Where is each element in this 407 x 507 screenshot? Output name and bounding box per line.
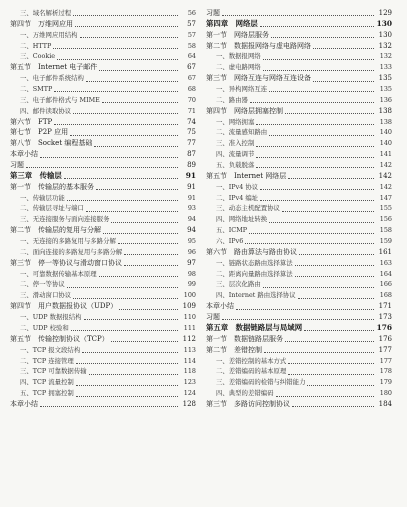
page-number: 138 (378, 106, 392, 115)
dot-leader (70, 134, 178, 136)
entry-title: 习题 (206, 313, 220, 322)
page-number: 142 (379, 161, 392, 170)
dot-leader (269, 90, 374, 92)
entry-title: 四、典型的差错编码 (216, 389, 274, 398)
page-number: 168 (379, 291, 392, 300)
dot-leader (80, 36, 178, 38)
page-number: 95 (187, 237, 196, 246)
page-number: 156 (379, 215, 392, 224)
subsection-entry (10, 269, 196, 280)
dot-leader (102, 101, 178, 103)
entry-title: 二、UDP 校验和 (20, 323, 69, 332)
entry-title: 第六节 路由算法与路由协议 (206, 247, 297, 256)
page-number: 155 (379, 204, 392, 213)
page-number: 141 (379, 150, 392, 159)
dot-leader (263, 286, 374, 288)
entry-title: 一、差错控制的基本方式 (216, 356, 287, 365)
page-number: 129 (378, 9, 392, 17)
subsection-entry (206, 84, 392, 95)
entry-title: 三、域名解析过程 (20, 9, 72, 17)
entry-title: 五、负载脱落 (216, 161, 255, 170)
page-number: 68 (187, 85, 196, 94)
page-number: 178 (379, 367, 392, 376)
page-number: 176 (376, 322, 392, 332)
subsection-entry (206, 269, 392, 280)
chapter-entry (10, 171, 196, 182)
section-entry (206, 30, 392, 41)
entry-title: 一、无连接的多路复用与多路分解 (20, 237, 116, 246)
page-number: 138 (379, 117, 392, 126)
page-number: 161 (378, 247, 392, 256)
page-number: 109 (182, 302, 196, 311)
page-number: 142 (378, 171, 392, 180)
dot-leader (298, 297, 374, 299)
dot-leader (73, 297, 178, 299)
page-number: 114 (183, 356, 196, 365)
subsection-entry (206, 149, 392, 160)
page-number: 74 (187, 117, 196, 126)
dot-leader (271, 36, 374, 38)
dot-leader (256, 145, 374, 147)
dot-leader (40, 156, 178, 158)
section-entry (10, 117, 196, 128)
page-number: 176 (378, 334, 392, 343)
toc-entry (10, 160, 196, 171)
dot-leader (71, 329, 178, 331)
page-number: 132 (379, 52, 392, 61)
dot-leader (94, 145, 178, 147)
page-number: 91 (187, 193, 196, 202)
subsection-entry (10, 106, 196, 117)
section-entry (10, 19, 196, 30)
entry-title: 第四节 万维网应用 (10, 19, 73, 28)
dot-leader (282, 210, 374, 212)
entry-title: 二、差错编码的基本原理 (216, 367, 287, 376)
section-entry (10, 138, 196, 149)
dot-leader (236, 308, 374, 310)
entry-title: 二、路由器 (216, 95, 248, 104)
page-number: 94 (187, 215, 196, 224)
subsection-entry (206, 160, 392, 171)
entry-title: 三、无连接服务与面向连接服务 (20, 215, 110, 224)
entry-title: 第二节 差错控制 (206, 345, 262, 354)
dot-leader (75, 25, 178, 27)
section-entry (206, 106, 392, 117)
dot-leader (295, 275, 374, 277)
subsection-entry (10, 8, 196, 19)
page-number: 71 (187, 106, 196, 115)
page-number: 96 (187, 247, 196, 256)
entry-title: 四、TCP 流量控制 (20, 378, 74, 387)
dot-leader (295, 264, 374, 266)
subsection-entry (10, 323, 196, 334)
subsection-entry (10, 312, 196, 323)
page-number: 97 (187, 258, 196, 267)
dot-leader (64, 177, 178, 179)
entry-title: 四、网络地址转换 (216, 215, 268, 224)
dot-leader (67, 199, 178, 201)
entry-title: 四、邮件读取协议 (20, 106, 72, 115)
section-entry (10, 225, 196, 236)
page-number: 179 (379, 378, 392, 387)
page-number: 67 (187, 63, 196, 72)
page-number: 140 (379, 128, 392, 137)
dot-leader (313, 47, 374, 49)
dot-leader (269, 134, 374, 136)
subsection-entry (10, 290, 196, 301)
page-number: 98 (187, 269, 196, 278)
dot-leader (111, 221, 178, 223)
entry-title: 三、动态主机配置协议 (216, 204, 280, 213)
page-number: 100 (183, 291, 196, 300)
subsection-entry (206, 51, 392, 62)
page-number: 177 (378, 345, 392, 354)
page-number: 111 (183, 323, 196, 332)
dot-leader (285, 340, 374, 342)
section-entry (206, 247, 392, 258)
dot-leader (67, 286, 178, 288)
entry-title: 二、SMTP (20, 85, 53, 94)
page-number: 91 (187, 182, 196, 191)
chapter-entry (206, 323, 392, 334)
subsection-entry (10, 366, 196, 377)
page-number: 56 (187, 9, 196, 17)
entry-title: 一、数据报网络 (216, 52, 261, 61)
dot-leader (250, 101, 374, 103)
dot-leader (89, 373, 178, 375)
section-entry (10, 62, 196, 73)
subsection-entry (206, 182, 392, 193)
entry-title: 第一节 传输层的基本服务 (10, 182, 94, 191)
page-number: 158 (379, 226, 392, 235)
page-number: 166 (379, 280, 392, 289)
entry-title: 第五节 Internet 电子邮件 (10, 63, 98, 72)
dot-leader (99, 275, 178, 277)
dot-leader (86, 210, 178, 212)
entry-title: 二、虚电路网络 (216, 63, 261, 72)
entry-title: 习题 (206, 9, 220, 17)
page-number: 130 (378, 30, 392, 39)
subsection-entry (10, 84, 196, 95)
subsection-entry (10, 214, 196, 225)
dot-leader (124, 253, 178, 255)
dot-leader (26, 166, 178, 168)
section-entry (206, 334, 392, 345)
subsection-entry (206, 366, 392, 377)
dot-leader (304, 329, 374, 331)
entry-title: 一、传输层功能 (20, 193, 65, 202)
page-number: 64 (187, 52, 196, 61)
page-number: 135 (379, 85, 392, 94)
section-entry (10, 301, 196, 312)
subsection-entry (206, 258, 392, 269)
dot-leader (249, 232, 374, 234)
subsection-entry (10, 30, 196, 41)
page-number: 113 (183, 345, 196, 354)
page-number: 142 (379, 182, 392, 191)
dot-leader (222, 318, 374, 320)
toc-left-column (10, 8, 196, 410)
toc-entry (206, 312, 392, 323)
dot-leader (269, 221, 374, 223)
entry-title: 本章小结 (10, 399, 38, 408)
page-number: 124 (183, 389, 196, 398)
toc-right-column (206, 8, 392, 410)
page-number: 118 (183, 367, 196, 376)
page-number: 110 (183, 313, 196, 322)
subsection-entry (206, 62, 392, 73)
dot-leader (288, 373, 374, 375)
dot-leader (285, 112, 374, 114)
page-number: 91 (185, 170, 196, 180)
entry-title: 二、IPv4 编址 (216, 193, 259, 202)
subsection-entry (206, 225, 392, 236)
dot-leader (276, 395, 374, 397)
subsection-entry (10, 279, 196, 290)
subsection-entry (10, 193, 196, 204)
entry-title: 一、电子邮件系统结构 (20, 74, 84, 83)
entry-title: 第三节 停一等协议与滑动窗口协议 (10, 258, 122, 267)
entry-title: 三、电子邮件格式与 MIME (20, 95, 100, 104)
entry-title: 二、距离向量路由选择算法 (216, 269, 293, 278)
dot-leader (124, 264, 178, 266)
entry-title: 第五章 数据链路层与局域网 (206, 322, 303, 332)
entry-title: 三、Cookie (20, 52, 56, 61)
dot-leader (76, 384, 178, 386)
subsection-entry (10, 236, 196, 247)
dot-leader (103, 232, 178, 234)
page-number: 136 (379, 95, 392, 104)
entry-title: 三、滑动窗口协议 (20, 291, 72, 300)
entry-title: 二、流量感知路由 (216, 128, 268, 137)
entry-title: 第四章 网络层 (206, 18, 258, 28)
subsection-entry (206, 236, 392, 247)
dot-leader (260, 188, 374, 190)
dot-leader (96, 188, 178, 190)
entry-title: 二、面向连接的多路复用与多路分解 (20, 247, 123, 256)
entry-title: 四、Internet 路由选择协议 (216, 291, 296, 300)
entry-title: 第五节 传输控制协议（TCP） (10, 334, 109, 343)
section-entry (206, 399, 392, 410)
page-number: 140 (379, 139, 392, 148)
entry-title: 二、HTTP (20, 41, 52, 50)
dot-leader (256, 156, 374, 158)
entry-title: 一、链路状态路由选择算法 (216, 258, 293, 267)
dot-leader (40, 405, 178, 407)
entry-title: 五、TCP 拥塞控制 (20, 389, 74, 398)
entry-title: 三、差错编码的检错与纠错能力 (216, 378, 306, 387)
section-entry (10, 334, 196, 345)
entry-title: 四、流量调节 (216, 150, 255, 159)
dot-leader (256, 123, 374, 125)
page-number: 99 (187, 280, 196, 289)
dot-leader (256, 166, 374, 168)
entry-title: 第一节 网络层服务 (206, 30, 269, 39)
entry-title: 一、可靠数据传输基本原理 (20, 269, 97, 278)
section-entry (206, 73, 392, 84)
dot-leader (307, 384, 374, 386)
section-entry (206, 41, 392, 52)
entry-title: 第五节 Internet 网络层 (206, 171, 287, 180)
dot-leader (76, 395, 178, 397)
toc-entry (206, 301, 392, 312)
subsection-entry (206, 214, 392, 225)
entry-title: 第七节 P2P 应用 (10, 128, 69, 137)
entry-title: 二、传输层寻址与端口 (20, 204, 84, 213)
page-number: 133 (379, 63, 392, 72)
page-number: 57 (187, 30, 196, 39)
page-number: 93 (187, 204, 196, 213)
page-number: 171 (378, 302, 392, 311)
dot-leader (299, 253, 374, 255)
subsection-entry (206, 279, 392, 290)
section-entry (206, 171, 392, 182)
page-number: 77 (187, 139, 196, 148)
dot-leader (73, 112, 178, 114)
dot-leader (57, 58, 178, 60)
dot-leader (264, 351, 374, 353)
entry-title: 一、异构网络互连 (216, 85, 268, 94)
dot-leader (86, 80, 178, 82)
toc-entry (10, 149, 196, 160)
page-number: 94 (187, 226, 196, 235)
entry-title: 一、网络拥塞 (216, 117, 255, 126)
entry-title: 一、TCP 报文段结构 (20, 345, 81, 354)
entry-title: 第四节 用户数据报协议（UDP） (10, 302, 118, 311)
entry-title: 第三章 传输层 (10, 170, 62, 180)
page-number: 147 (379, 193, 392, 202)
page-number: 180 (379, 389, 392, 398)
page-number: 135 (378, 74, 392, 83)
subsection-entry (10, 377, 196, 388)
entry-title: 一、UDP 数据报结构 (20, 313, 82, 322)
dot-leader (263, 69, 374, 71)
dot-leader (53, 47, 178, 49)
dot-leader (288, 177, 374, 179)
entry-title: 六、IPv6 (216, 237, 244, 246)
page-number: 159 (379, 237, 392, 246)
subsection-entry (206, 356, 392, 367)
subsection-entry (10, 345, 196, 356)
subsection-entry (10, 356, 196, 367)
subsection-entry (206, 138, 392, 149)
subsection-entry (206, 193, 392, 204)
dot-leader (54, 90, 178, 92)
dot-leader (54, 123, 178, 125)
subsection-entry (206, 290, 392, 301)
entry-title: 第三节 多路访问控制协议 (206, 399, 290, 408)
subsection-entry (206, 203, 392, 214)
page-number: 75 (187, 128, 196, 137)
page-number: 70 (187, 95, 196, 104)
page-number: 89 (187, 161, 196, 170)
subsection-entry (206, 117, 392, 128)
subsection-entry (206, 388, 392, 399)
entry-title: 一、IPv4 协议 (216, 182, 259, 191)
subsection-entry (10, 51, 196, 62)
entry-title: 三、准入控制 (216, 139, 255, 148)
dot-leader (99, 69, 178, 71)
dot-leader (260, 25, 374, 27)
dot-leader (222, 14, 374, 16)
dot-leader (119, 308, 178, 310)
entry-title: 第六节 FTP (10, 117, 53, 126)
subsection-entry (10, 41, 196, 52)
dot-leader (260, 199, 374, 201)
entry-title: 本章小结 (10, 150, 38, 159)
entry-title: 二、TCP 连接管理 (20, 356, 74, 365)
subsection-entry (206, 127, 392, 138)
dot-leader (118, 242, 178, 244)
page-number: 164 (379, 269, 392, 278)
subsection-entry (206, 377, 392, 388)
entry-title: 习题 (10, 161, 24, 170)
subsection-entry (10, 203, 196, 214)
dot-leader (76, 362, 178, 364)
section-entry (10, 127, 196, 138)
dot-leader (111, 340, 178, 342)
entry-title: 第四节 网络层拥塞控制 (206, 106, 283, 115)
page-number: 57 (187, 19, 196, 28)
toc-entry (206, 8, 392, 19)
entry-title: 五、ICMP (216, 226, 248, 235)
subsection-entry (10, 388, 196, 399)
entry-title: 第八节 Socket 编程基础 (10, 139, 93, 148)
subsection-entry (10, 247, 196, 258)
page-number: 177 (379, 356, 392, 365)
page-number: 128 (182, 399, 196, 408)
toc-entry (10, 399, 196, 410)
dot-leader (263, 58, 374, 60)
subsection-entry (206, 95, 392, 106)
page-number: 123 (183, 378, 196, 387)
dot-leader (73, 14, 178, 16)
entry-title: 第二节 数据报网络与虚电路网络 (206, 41, 311, 50)
section-entry (206, 345, 392, 356)
subsection-entry (10, 73, 196, 84)
page-number: 173 (378, 313, 392, 322)
page-number: 184 (378, 399, 392, 408)
entry-title: 第三节 网络互连与网络互连设备 (206, 74, 311, 83)
dot-leader (82, 351, 178, 353)
page-number: 112 (182, 334, 196, 343)
entry-title: 第二节 传输层的复用与分解 (10, 226, 101, 235)
section-entry (10, 258, 196, 269)
dot-leader (84, 318, 178, 320)
section-entry (10, 182, 196, 193)
dot-leader (245, 242, 374, 244)
page-number: 58 (187, 41, 196, 50)
entry-title: 三、TCP 可靠数据传输 (20, 367, 87, 376)
page-number: 132 (378, 41, 392, 50)
dot-leader (292, 405, 374, 407)
entry-title: 第一节 数据链路层服务 (206, 334, 283, 343)
entry-title: 三、层次化路由 (216, 280, 261, 289)
page-number: 163 (379, 258, 392, 267)
dot-leader (288, 362, 374, 364)
page-number: 67 (187, 74, 196, 83)
page-number: 87 (187, 150, 196, 159)
chapter-entry (206, 19, 392, 30)
page-number: 130 (376, 18, 392, 28)
dot-leader (313, 80, 374, 82)
entry-title: 本章小结 (206, 302, 234, 311)
subsection-entry (10, 95, 196, 106)
entry-title: 一、万维网应用结构 (20, 30, 78, 39)
entry-title: 二、停一等协议 (20, 280, 65, 289)
